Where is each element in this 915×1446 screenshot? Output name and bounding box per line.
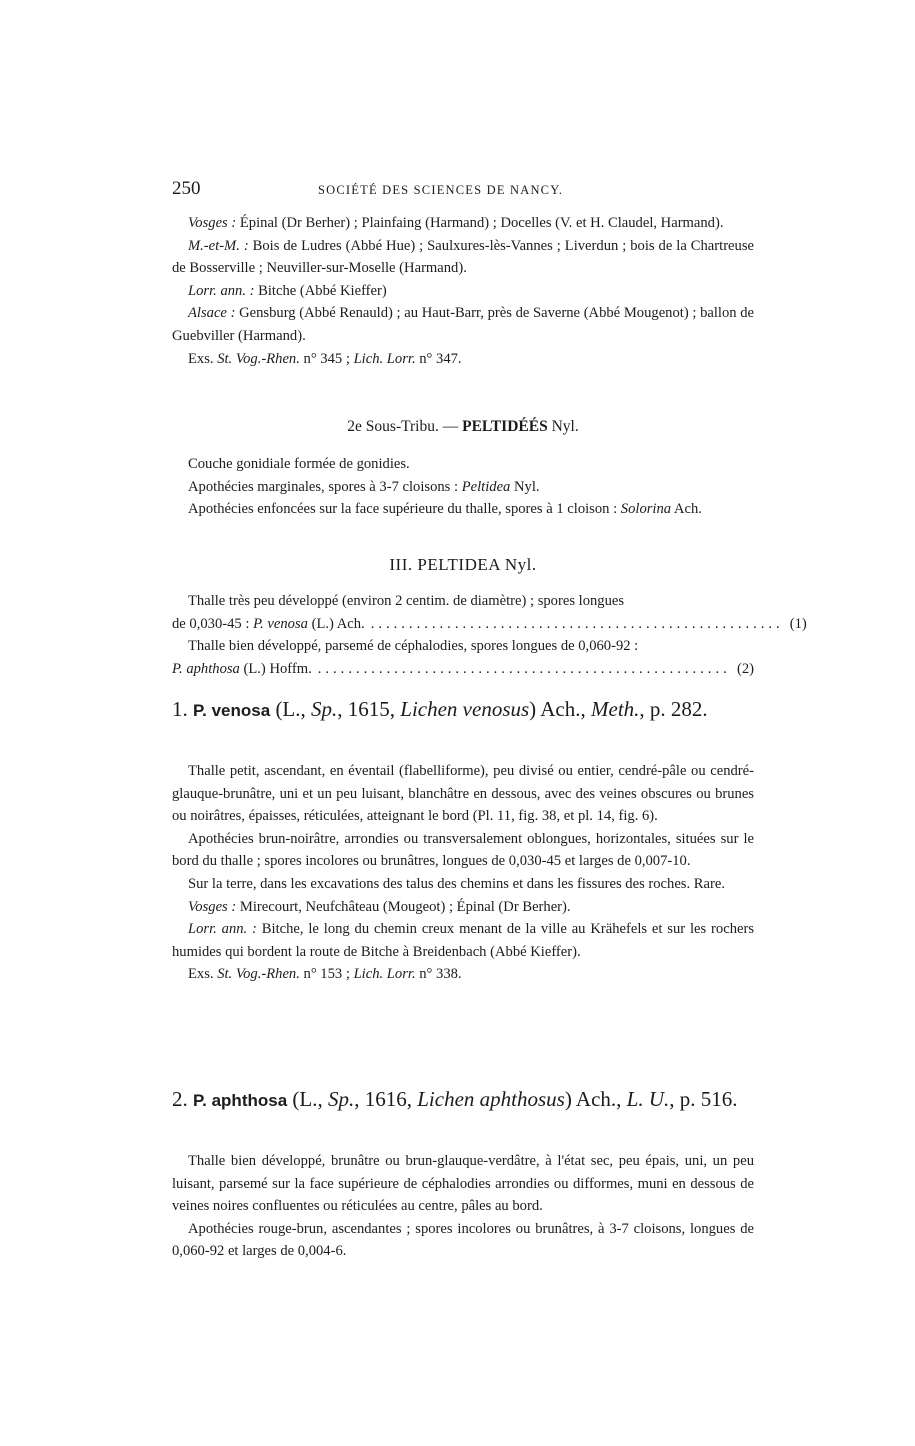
key-line: Thalle très peu développé (environ 2 centim. de diamètre) ; spores longues	[188, 593, 625, 609]
apothecia-description: Apothécies brun-noirâtre, arrondies ou transversalement oblongues, horizontales, situées sur le bord du thalle ; spores incolores ou brunâtres, longues de 0,030-45 et larges de 0,007-10.	[172, 830, 754, 870]
species-1-heading: 1. P. venosa (L., Sp., 1615, Lichen venosus) Ach., Meth., p. 282.	[172, 697, 708, 721]
key-entry-2: P. aphthosa (L.) Hoffm. ...................................................... (2)	[172, 658, 754, 681]
thallus-description: Thalle petit, ascendant, en éventail (flabelliforme), peu divisé ou entier, cendré-pâle ou cendré-glauque-brunâtre, uni et un peu luisant, blanchâtre en dessous, avec des veines obscures ou brunes ou noirâtres, épaisses, réticulées, atteignant le bord (Pl. 11, fig. 38, et pl. 14, fig. 6).	[172, 763, 754, 825]
apothecia-description: Apothécies rouge-brun, ascendantes ; spores incolores ou brunâtres, à 3-7 cloisons, longues de 0,060-92 et larges de 0,004-6.	[172, 1220, 754, 1260]
habitat: Sur la terre, dans les excavations des talus des chemins et dans les fissures des roches. Rare.	[188, 875, 725, 892]
locality-record: Lorr. ann. : Bitche, le long du chemin creux menant de la ville au Krähefels et sur les rochers humides qui bordent la route de Bitche à Breidenbach (Abbé Kieffer).	[172, 921, 755, 960]
genus-heading-block	[172, 552, 754, 578]
subtribe-line: Couche gonidiale formée de gonidies.	[188, 456, 410, 472]
key-number: (2)	[736, 660, 754, 677]
locality-block-top	[172, 212, 754, 370]
locality-record: Vosges : Mirecourt, Neufchâteau (Mougeot) ; Épinal (Dr Berher).	[188, 898, 571, 915]
species-2-body	[172, 1150, 754, 1263]
species-2-heading: 2. P. aphthosa (L., Sp., 1616, Lichen aphthosus) Ach., L. U., p. 516.	[172, 1087, 738, 1111]
locality-record: Lorr. ann. : Bitche (Abbé Kieffer)	[188, 282, 387, 299]
subtribe-heading: 2e Sous-Tribu. — PELTIDÉÉS Nyl.	[347, 418, 579, 435]
exsiccatae: Exs. St. Vog.-Rhen. n° 153 ; Lich. Lorr. n° 338.	[188, 966, 462, 983]
key-line: Thalle bien développé, parsemé de céphalodies, spores longues de 0,060-92 :	[188, 638, 639, 655]
subtribe-description	[172, 453, 754, 521]
thallus-description: Thalle bien développé, brunâtre ou brun-glauque-verdâtre, à l'état sec, peu épais, uni, un peu luisant, parsemé sur la face supérieure de céphalodies arrondies ou difformes, muni en dessous de veines noires confluentes ou réticulées au centre, pâles au bord.	[172, 1153, 754, 1215]
leader-dots: ......................................................	[370, 615, 784, 632]
locality-record: M.-et-M. : Bois de Ludres (Abbé Hue) ; Saulxures-lès-Vannes ; Liverdun ; bois de la Chartreuse de Bosserville ; Neuviller-sur-Moselle (Harmand).	[172, 237, 754, 277]
leader-dots: ......................................................	[317, 660, 731, 677]
running-head	[172, 178, 754, 202]
exsiccatae: Exs. St. Vog.-Rhen. n° 345 ; Lich. Lorr. n° 347.	[188, 350, 462, 367]
locality-record: Vosges : Épinal (Dr Berher) ; Plainfaing (Harmand) ; Docelles (V. et H. Claudel, Harmand).	[188, 215, 724, 231]
subtribe-line: Apothécies marginales, spores à 3-7 cloisons : Peltidea Nyl.	[188, 478, 540, 495]
locality-record: Alsace : Gensburg (Abbé Renauld) ; au Haut-Barr, près de Saverne (Abbé Mougenot) ; ballon de Guebviller (Harmand).	[172, 305, 754, 344]
genus-heading: III. PELTIDEA Nyl.	[389, 555, 537, 574]
key-number: (1)	[789, 615, 807, 632]
subtribe-line: Apothécies enfoncées sur la face supérieure du thalle, spores à 1 cloison : Solorina Ach.	[188, 501, 702, 518]
species-1-body	[172, 760, 754, 986]
species-key	[172, 590, 807, 680]
journal-title: SOCIÉTÉ DES SCIENCES DE NANCY.	[318, 183, 564, 197]
key-entry-1: de 0,030-45 : P. venosa (L.) Ach. ...................................................... (1)	[172, 613, 754, 636]
page-number: 250	[172, 178, 201, 199]
